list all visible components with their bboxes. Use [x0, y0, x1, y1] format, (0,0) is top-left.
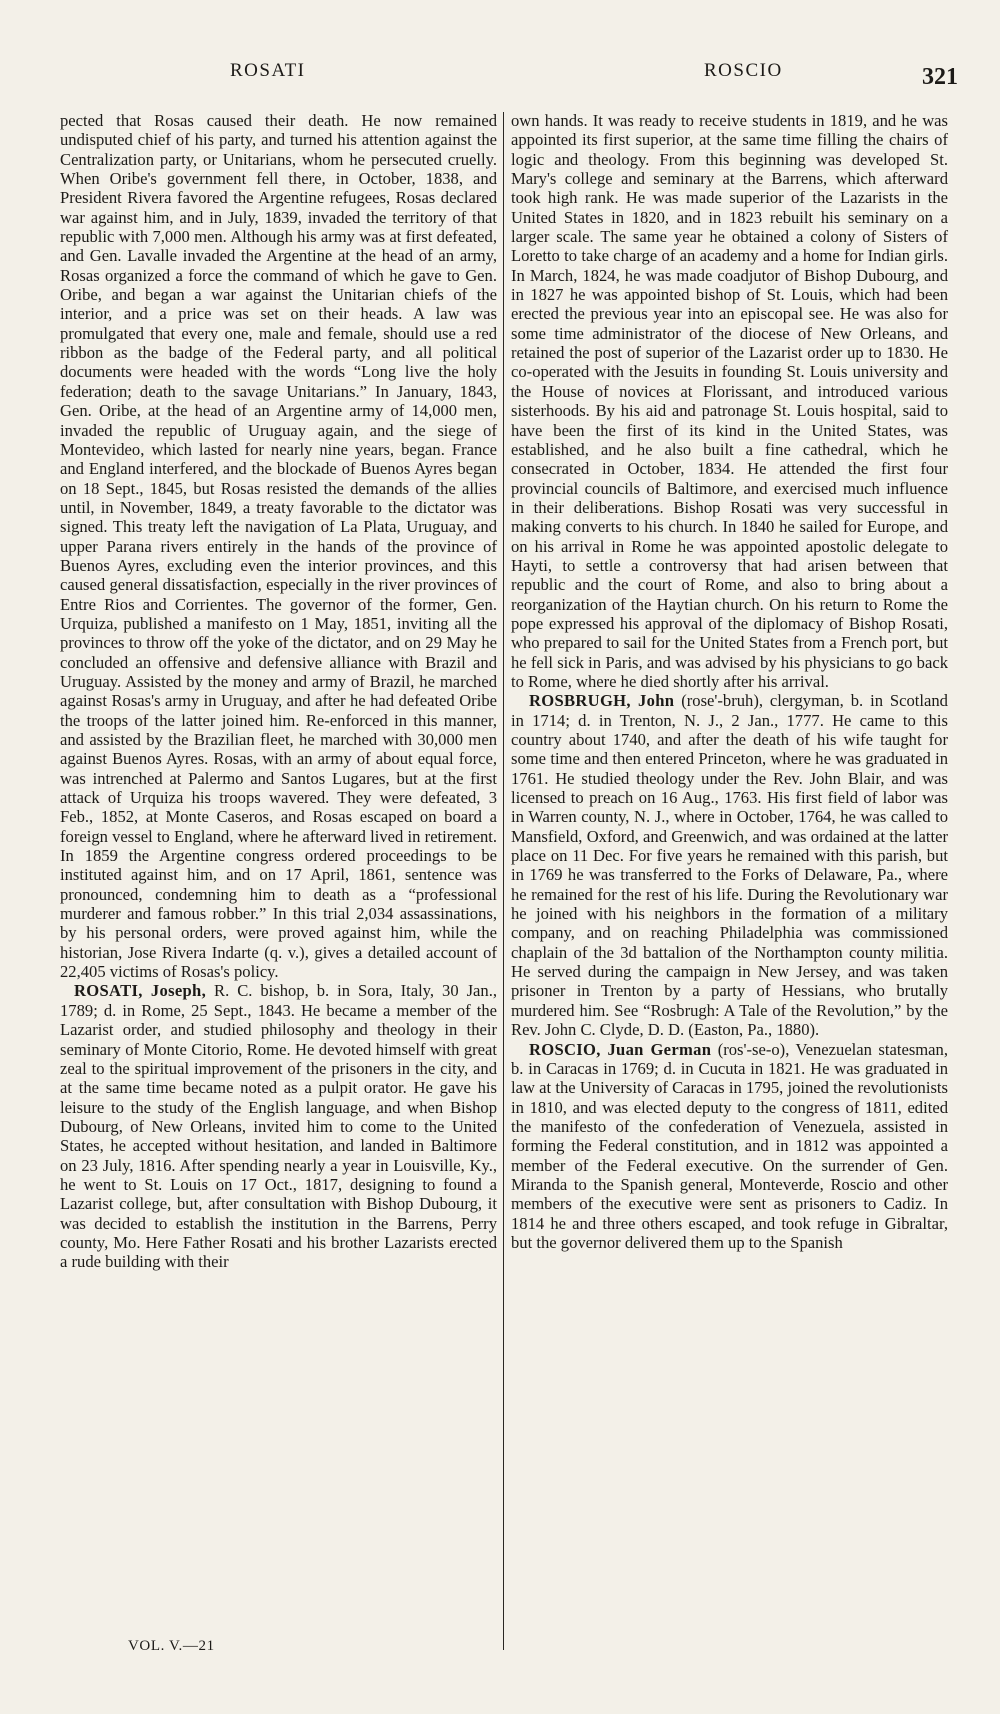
entry-text: (rose'-bruh), clergyman, b. in Scotland in 1714; d. in Trenton, N. J., 2 Jan., 1777. He came to this country about 1740, and after the death of his wife taught for some time and then entered Princeton, where he was graduated in 1761. He studied theology under the Rev. John Blair, and was licensed to preach on 16 Aug., 1763. His first field of labor was in Warren county, N. J., where in October, 1764, he was called to Mansfield, Oxford, and Greenwich, and was ordained at the latter place on 11 Dec. For five years he remained with this parish, but in 1769 he was transferred to the Forks of Delaware, Pa., where he remained for the rest of his life. During the Revolutionary war he joined with his neighbors in the formation of a military company, and on reaching Philadelphia was commissioned chaplain of the 3d battalion of the Northampton county militia. He served during the campaign in New Jersey, and was taken prisoner in Trenton by a party of Hessians, who brutally murdered him. See “Rosbrugh: A Tale of the Revolution,” by the Rev. John C. Clyde, D. D. (Easton, Pa., 1880).: [511, 691, 948, 1040]
rosbrugh-entry: [511, 691, 948, 1039]
page-number: 321: [922, 64, 958, 90]
signature-mark: VOL. V.—21: [128, 1638, 215, 1654]
running-head-right: ROSCIO: [704, 60, 783, 81]
entry-headword: ROSATI, Joseph,: [74, 981, 207, 1001]
entry-text: R. C. bishop, b. in Sora, Italy, 30 Jan., 1789; d. in Rome, 25 Sept., 1843. He became a member of the Lazarist order, and studied philosophy and theology in their seminary of Monte Citorio, Rome. He devoted himself with great zeal to the spiritual improvement of the prisoners in the city, and at the same time became noted as a pulpit orator. He gave his leisure to the study of the English language, and when Bishop Dubourg, of New Orleans, invited him to come to the United States, he accepted without hesitation, and landed in Baltimore on 23 July, 1816. After spending nearly a year in Louisville, Ky., he went to St. Louis on 17 Oct., 1817, designing to found a Lazarist college, but, after consultation with Bishop Dubourg, it was decided to establish the institution in the Barrens, Perry county, Mo. Here Father Rosati and his brother Lazarists erected a rude building with their: [60, 981, 497, 1272]
column-divider: [503, 112, 504, 1650]
entry-headword: ROSCIO, Juan German: [529, 1039, 712, 1059]
rosati-entry: [60, 981, 497, 1271]
right-column: [511, 111, 948, 1252]
running-head-left: ROSATI: [230, 60, 306, 81]
roscio-entry: [511, 1040, 948, 1253]
entry-headword: ROSBRUGH, John: [529, 691, 675, 711]
left-column: [60, 111, 497, 1272]
entry-text: (ros'-se-o), Venezuelan statesman, b. in Caracas in 1769; d. in Cucuta in 1821. He was graduated in law at the University of Caracas in 1795, joined the revolutionists in 1810, and was elected deputy to the congress of 1811, edited the manifesto of the confederation of Venezuela, assisted in forming the Federal constitution, and in 1812 was appointed a member of the Federal executive. On the surrender of Gen. Miranda to the Spanish general, Monteverde, Roscio and other members of the executive were sent as prisoners to Cadiz. In 1814 he and three others escaped, and took refuge in Gibraltar, but the governor delivered them up to the Spanish: [511, 1039, 948, 1252]
rosas-entry-continuation: pected that Rosas caused their death. He now remained undisputed chief of his party, and turned his attention against the Centralization party, or Unitarians, whom he persecuted cruelly. When Oribe's government fell there, in October, 1838, and President Rivera favored the Argentine refugees, Rosas declared war against him, and in July, 1839, invaded the territory of that republic with 7,000 men. Although his army was at first defeated, and Gen. Lavalle invaded the Argentine at the head of an army, Rosas organized a force the command of which he gave to Gen. Oribe, and began a war against the Unitarian chiefs of the interior, and a price was set on their heads. A law was promulgated that every one, male and female, should use a red ribbon as the badge of the Federal party, and all political documents were headed with the words “Long live the holy federation; death to the savage Unitarians.” In January, 1843, Gen. Oribe, at the head of an Argentine army of 14,000 men, invaded the republic of Uruguay again, and the siege of Montevideo, which lasted for nearly nine years, began. France and England interfered, and the blockade of Buenos Ayres began on 18 Sept., 1845, but Rosas resisted the demands of the allies until, in November, 1849, a treaty favorable to the dictator was signed. This treaty left the navigation of La Plata, Uruguay, and upper Parana rivers entirely in the hands of the province of Buenos Ayres, excluding even the interior provinces, and this caused general dissatisfaction, especially in the river provinces of Entre Rios and Corrientes. The governor of the former, Gen. Urquiza, published a manifesto on 1 May, 1851, inviting all the provinces to throw off the yoke of the dictator, and on 29 May he concluded an offensive and defensive alliance with Brazil and Uruguay. Assisted by the money and army of Brazil, he marched against Rosas's army in Uruguay, and after he had defeated Oribe the troops of the latter joined him. Re-enforced in this manner, and assisted by the Brazilian fleet, he marched with 30,000 men against Buenos Ayres. Rosas, with an army of about equal force, was intrenched at Palermo and Santos Lugares, but at the first attack of Urquiza his troops wavered. They were defeated, 3 Feb., 1852, at Monte Caseros, and Rosas escaped on board a foreign vessel to England, where he afterward lived in retirement. In 1859 the Argentine congress ordered proceedings to be instituted against him, and on 17 April, 1861, sentence was pronounced, condemning him to death as a “professional murderer and famous robber.” In this trial 2,034 assassinations, by his personal orders, were proved against him, while the historian, Jose Rivera Indarte (q. v.), gives a detailed account of 22,405 victims of Rosas's policy.: [60, 111, 497, 982]
rosati-entry-continuation: own hands. It was ready to receive students in 1819, and he was appointed its first superior, at the same time filling the chairs of logic and theology. From this beginning was developed St. Mary's college and seminary at the Barrens, which afterward took high rank. He was made superior of the Lazarists in the United States in 1820, and in 1823 rebuilt his seminary on a larger scale. The same year he obtained a colony of Sisters of Loretto to take charge of an academy and a home for Indian girls. In March, 1824, he was made coadjutor of Bishop Dubourg, and in 1827 he was appointed bishop of St. Louis, which had been erected the previous year into an episcopal see. He was also for some time administrator of the diocese of New Orleans, and retained the post of superior of the Lazarist order up to 1830. He co-operated with the Jesuits in founding St. Louis university and the House of novices at Florissant, and introduced various sisterhoods. By his aid and patronage St. Louis hospital, said to have been the first of its kind in the United States, was established, and he also built a fine cathedral, which he consecrated in October, 1834. He attended the first four provincial councils of Baltimore, and exercised much influence in their deliberations. Bishop Rosati was very successful in making converts to his church. In 1840 he sailed for Europe, and on his arrival in Rome he was appointed apostolic delegate to Hayti, to settle a controversy that had arisen between that republic and the court of Rome, and also to bring about a reorganization of the Haytian church. On his return to Rome the pope expressed his approval of the diplomacy of Bishop Rosati, who prepared to sail for the United States from a French port, but he fell sick in Paris, and was advised by his physicians to go back to Rome, where he died shortly after his arrival.: [511, 111, 948, 691]
